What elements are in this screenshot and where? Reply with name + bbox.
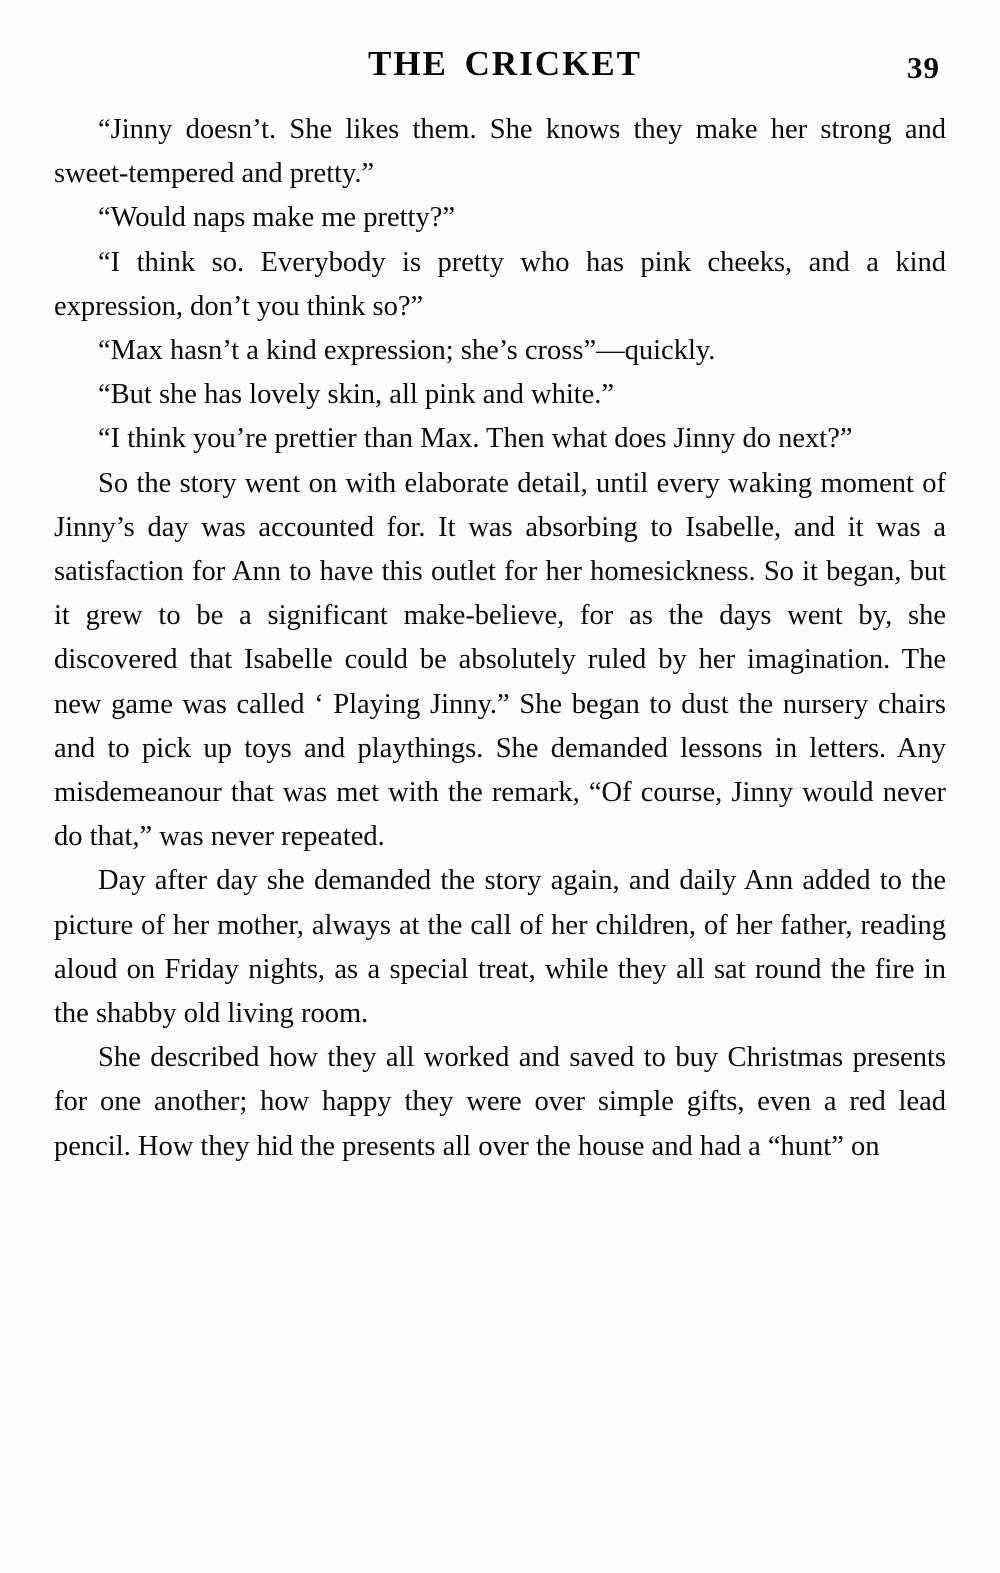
paragraph: So the story went on with elaborate detail, until every waking moment of Jinny’s day was accounted for. It was absorbing to Isabelle, and it was a satisfaction for Ann to have this outlet for her homesickness. So it began, but it grew to be a significant make-believe, for as the days went by, she discovered that Isabelle could be absolutely ruled by her imagination. The new game was called ‘ Playing Jinny.” She began to dust the nursery chairs and to pick up toys and playthings. She demanded lessons in letters. Any misdemeanour that was met with the remark, “Of course, Jinny would never do that,” was never repeated.	[54, 467, 946, 853]
paragraph: “Would naps make me pretty?”	[98, 202, 455, 234]
paragraph: “I think you’re prettier than Max. Then what does Jinny do next?”	[98, 423, 853, 455]
paragraph: “Jinny doesn’t. She likes them. She knows they make her strong and sweet-tempered and pretty.”	[54, 114, 946, 190]
paragraph: “Max hasn’t a kind expression; she’s cross”—quickly.	[98, 335, 716, 367]
paragraph: “But she has lovely skin, all pink and white.”	[98, 379, 615, 411]
page-body	[54, 108, 946, 1169]
page-header	[54, 44, 946, 104]
paragraph: “I think so. Everybody is pretty who has pink cheeks, and a kind expression, don’t you think so?”	[54, 246, 946, 322]
paragraph: Day after day she demanded the story again, and daily Ann added to the picture of her mother, always at the call of her children, of her father, reading aloud on Friday nights, as a special treat, while they all sat round the fire in the shabby old living room.	[54, 865, 946, 1030]
page-number: 39	[907, 50, 940, 85]
paragraph: She described how they all worked and saved to buy Christmas presents for one another; how happy they were over simple gifts, even a red lead pencil. How they hid the presents all over the house and had a “hunt” on	[54, 1042, 946, 1162]
running-head: THE CRICKET	[367, 44, 643, 83]
